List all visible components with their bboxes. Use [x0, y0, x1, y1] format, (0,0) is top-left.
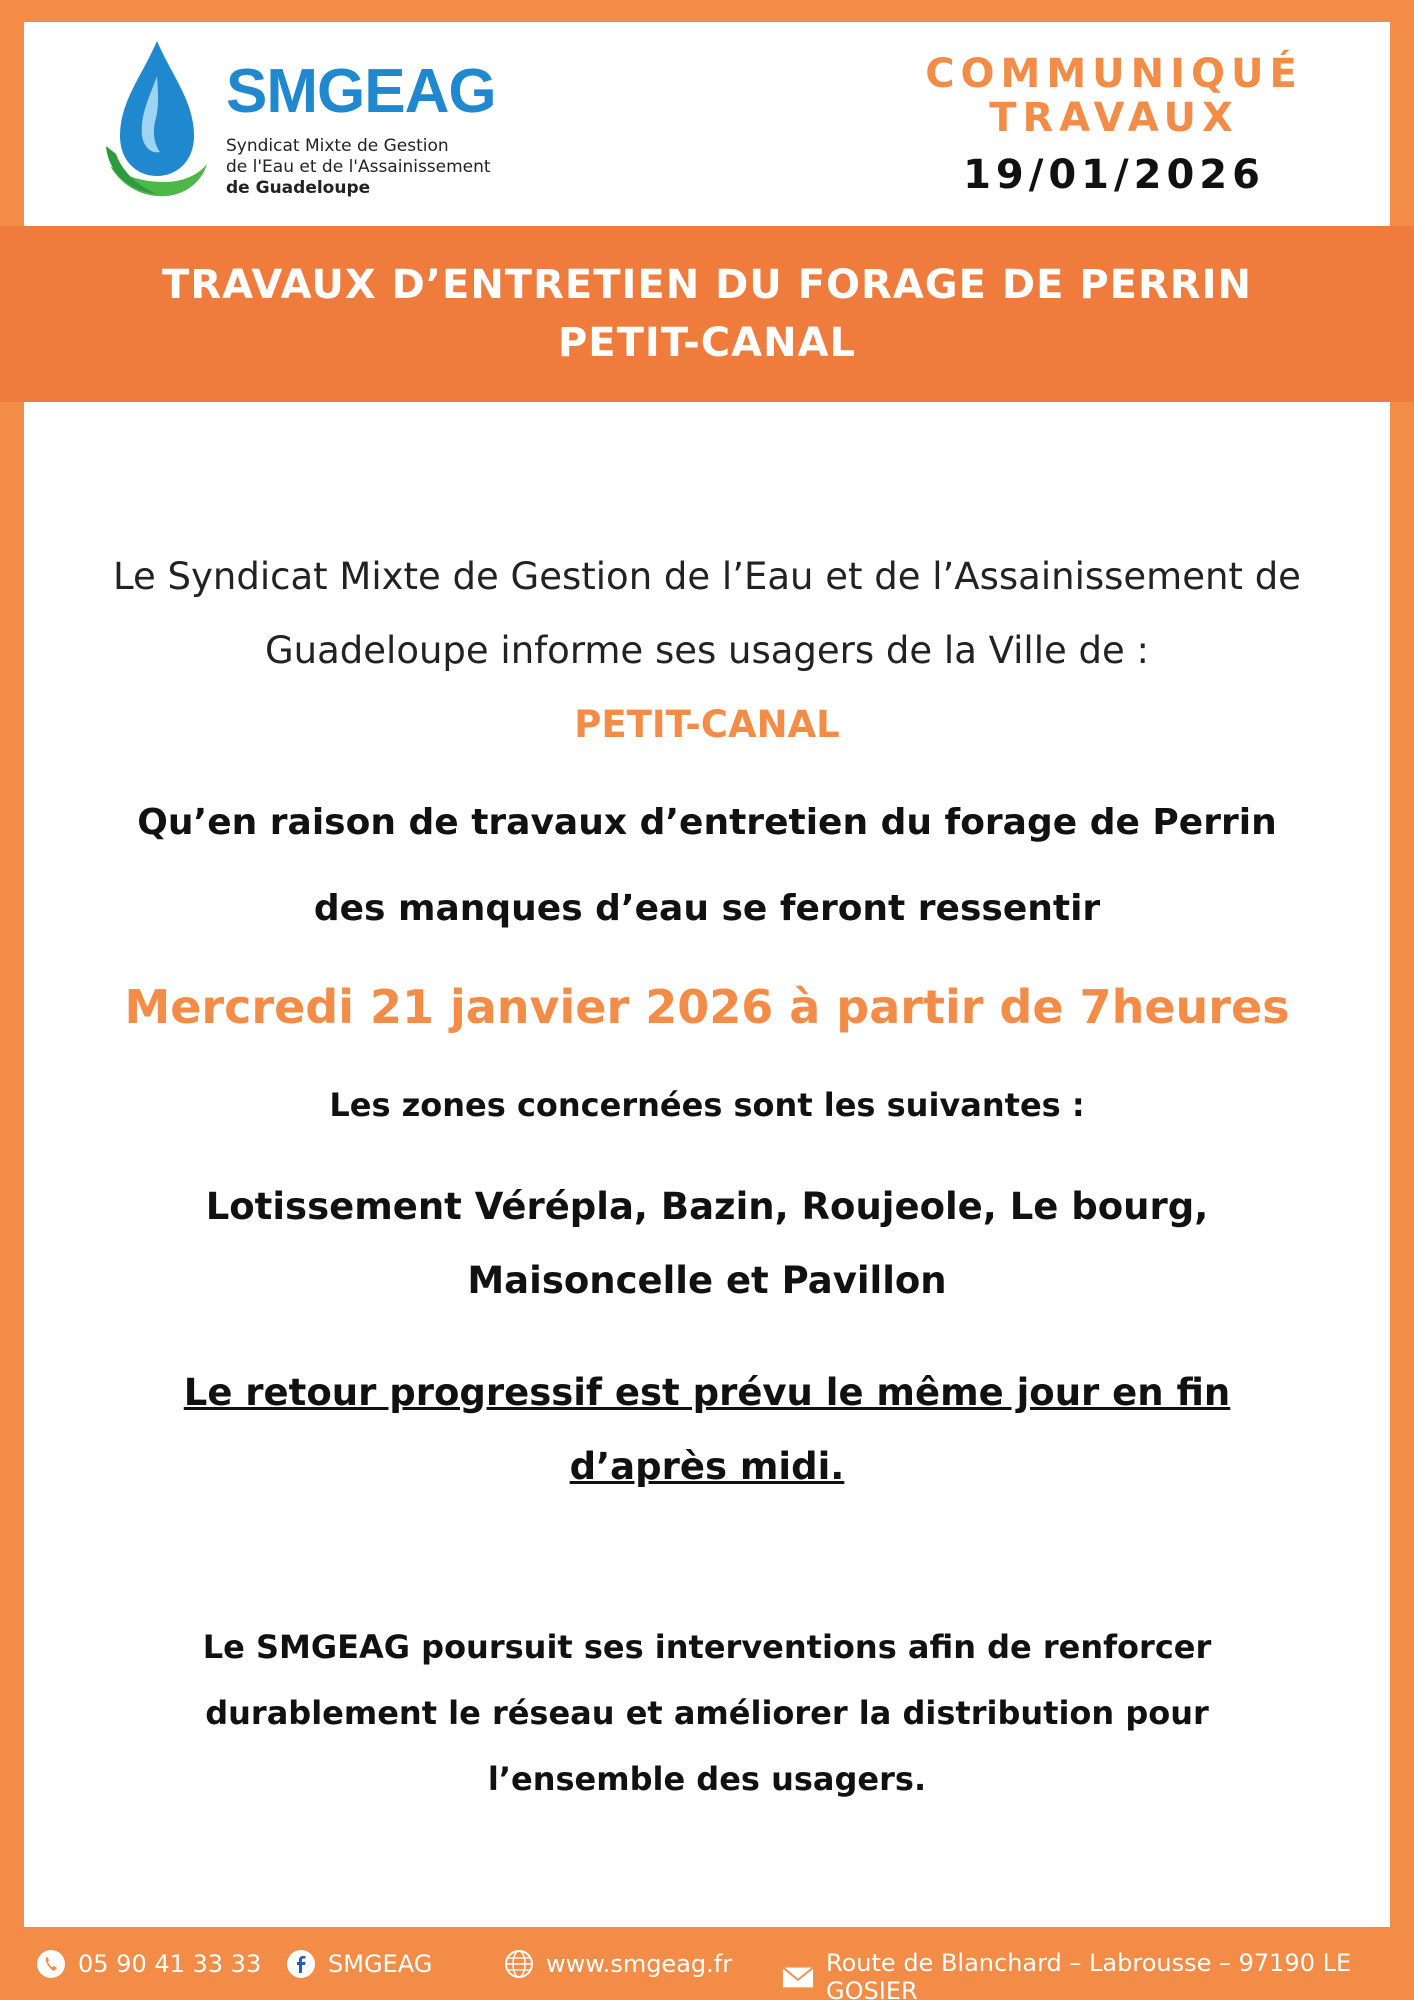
globe-icon [504, 1949, 534, 1979]
zones-line: Lotissement Vérépla, Bazin, Roujeole, Le bourg, [205, 1185, 1209, 1228]
notice-body [24, 540, 1390, 1812]
logo-sub-line: Syndicat Mixte de Gestion [226, 136, 449, 156]
website-url: www.smgeag.fr [546, 1950, 733, 1978]
facebook-icon [286, 1949, 316, 1979]
water-drop-icon [102, 36, 212, 206]
communique-date: 19/01/2026 [963, 152, 1265, 198]
postal-address: Route de Blanchard – Labrousse – 97190 LE GOSIER [826, 1949, 1352, 2000]
phone-number: 05 90 41 33 33 [78, 1950, 262, 1978]
intro-line: Le Syndicat Mixte de Gestion de l’Eau et de l’Assainissement de [113, 555, 1301, 598]
footer-website[interactable] [504, 1949, 732, 1979]
facebook-handle: SMGEAG [328, 1950, 433, 1978]
closing-text [24, 1614, 1390, 1812]
footer-phone[interactable] [36, 1949, 261, 1979]
intro-line: Guadeloupe informe ses usagers de la Ville de : [265, 629, 1149, 672]
zones-label: Les zones concernées sont les suivantes : [329, 1086, 1085, 1124]
closing-line: l’ensemble des usagers. [487, 1760, 927, 1798]
logo-name: SMGEAG [226, 57, 496, 126]
city-name: PETIT-CANAL [574, 703, 840, 746]
footer-facebook[interactable] [286, 1949, 432, 1979]
return-line: Le retour progressif est prévu le même jour en fin [183, 1371, 1231, 1414]
reason-text [24, 780, 1390, 952]
banner-title-line1: TRAVAUX D’ENTRETIEN DU FORAGE DE PERRIN [162, 262, 1252, 308]
footer-address [782, 1949, 1414, 2000]
banner-title-line2: PETIT-CANAL [557, 320, 857, 366]
logo-sub-line: de l'Eau et de l'Assainissement [226, 157, 491, 177]
closing-line: durablement le réseau et améliorer la distribution pour [205, 1694, 1209, 1732]
envelope-icon [782, 1962, 814, 1992]
communique-header [914, 52, 1314, 198]
smgeag-logo [102, 36, 582, 206]
title-banner [0, 226, 1414, 402]
footer [0, 1927, 1414, 2000]
zones-list [24, 1170, 1390, 1318]
intro-text [24, 540, 1390, 688]
communique-title-line2: TRAVAUX [989, 95, 1239, 141]
return-line: d’après midi. [569, 1445, 845, 1488]
reason-line: Qu’en raison de travaux d’entretien du forage de Perrin [137, 802, 1277, 843]
logo-subtitle [226, 136, 491, 199]
closing-line: Le SMGEAG poursuit ses interventions afin de renforcer [202, 1628, 1212, 1666]
reason-line: des manques d’eau se feront ressentir [313, 888, 1101, 929]
zones-line: Maisoncelle et Pavillon [467, 1259, 947, 1302]
phone-icon [36, 1949, 66, 1979]
communique-title-line1: COMMUNIQUÉ [925, 51, 1303, 97]
logo-sub-line: de Guadeloupe [226, 178, 371, 198]
return-notice [24, 1356, 1390, 1504]
outage-date: Mercredi 21 janvier 2026 à partir de 7heures [124, 980, 1290, 1034]
